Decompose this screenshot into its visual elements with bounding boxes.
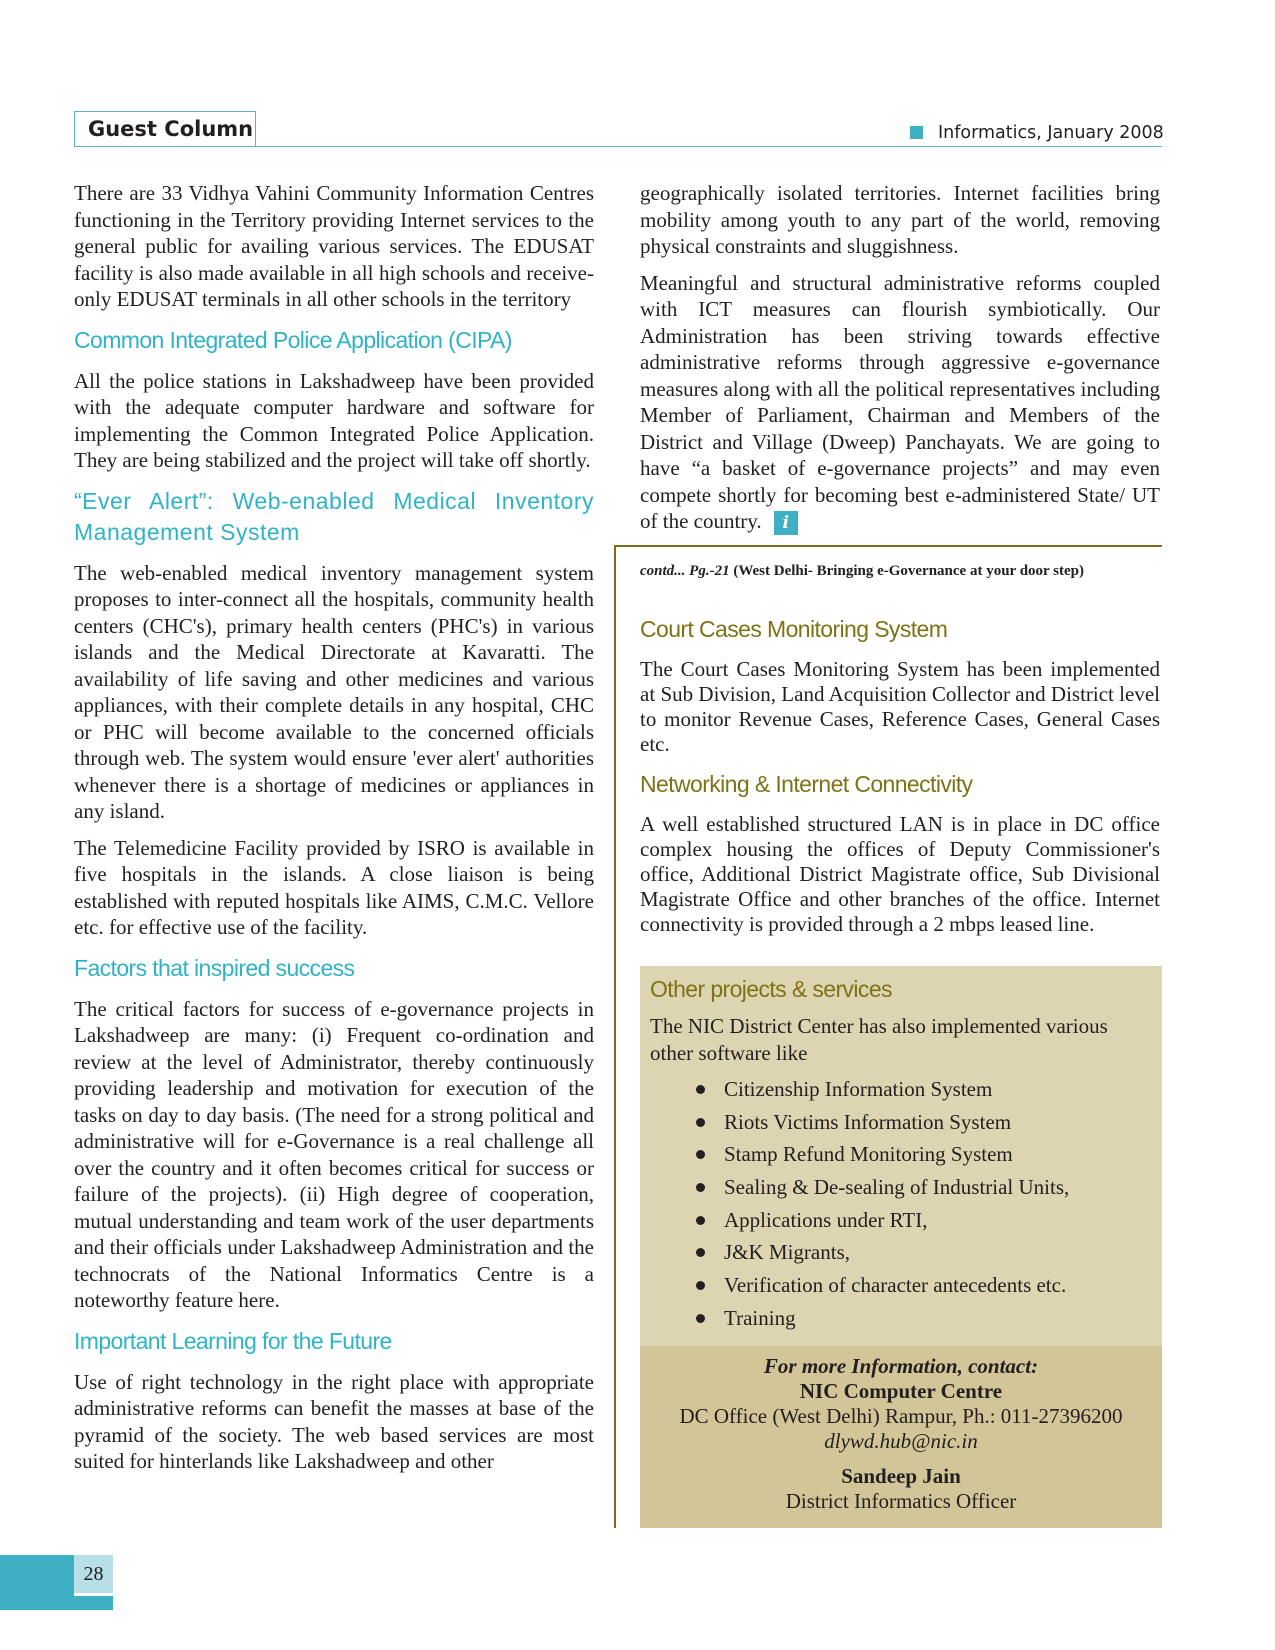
list-item (690, 1204, 1152, 1237)
bullet-icon (696, 1216, 705, 1225)
sidebar-article (640, 602, 1160, 947)
bullet-icon (696, 1118, 705, 1127)
ever-alert-heading: “Ever Alert”: Web-enabled Medical Inventory Management System (74, 487, 594, 545)
reforms-paragraph (640, 270, 1160, 536)
cipa-heading: Common Integrated Police Application (CIPA) (74, 326, 512, 353)
list-item-label: Applications under RTI, (724, 1207, 928, 1232)
bullet-icon (696, 1314, 705, 1323)
continuation-paragraph: geographically isolated territories. Internet facilities bring mobility among youth to any part of the world, removing physical constraints and sluggishness. (640, 181, 1160, 258)
intro-paragraph: There are 33 Vidhya Vahini Community Information Centres functioning in the Territory providing Internet services to the general public for availing various services. The EDUSAT facility is also made available in all high schools and receive-only EDUSAT terminals in all other schools in the territory (74, 181, 594, 311)
footer-color-strip (74, 1596, 113, 1610)
contact-name: Sandeep Jain (841, 1464, 961, 1488)
contact-address: DC Office (West Delhi) Rampur, Ph.: 011-27396200 (679, 1404, 1123, 1428)
bullet-icon (696, 1085, 705, 1094)
list-item-label: Verification of character antecedents etc. (724, 1273, 1067, 1298)
info-icon: i (774, 511, 798, 535)
court-paragraph: The Court Cases Monitoring System has been implemented at Sub Division, Land Acquisition Collector and District level to monitor Revenue Cases, Reference Cases, General Cases etc. (640, 657, 1160, 756)
continued-page-ref: contd... Pg.-21 (640, 563, 730, 579)
page-number: 28 (74, 1555, 113, 1593)
list-item (690, 1171, 1152, 1204)
right-column (640, 180, 1160, 545)
list-item-label: Training (724, 1305, 796, 1330)
learning-heading: Important Learning for the Future (74, 1327, 392, 1354)
list-item-label: Riots Victims Information System (724, 1109, 1012, 1134)
list-item (690, 1236, 1152, 1269)
sidebar-top-rule (614, 545, 1162, 547)
list-item-label: Sealing & De-sealing of Industrial Units, (724, 1175, 1070, 1200)
bullet-icon (696, 1281, 705, 1290)
list-item (690, 1138, 1152, 1171)
list-item-label: Stamp Refund Monitoring System (724, 1142, 1013, 1167)
list-item (690, 1073, 1152, 1106)
continued-title: (West Delhi- Bringing e-Governance at your door step) (733, 563, 1084, 579)
factors-heading: Factors that inspired success (74, 954, 355, 981)
contact-role: District Informatics Officer (785, 1489, 1017, 1513)
network-paragraph: A well established structured LAN is in place in DC office complex housing the offices of Deputy Commissioner's office, Additional District Magistrate office, Sub Divisional Magistrate Office and other branches of the office. Internet connectivity is provided through a 2 mbps leased line. (640, 812, 1160, 936)
header-rule (256, 146, 1162, 147)
footer-color-bar (0, 1555, 74, 1610)
ever-alert-paragraph: The web-enabled medical inventory management system proposes to inter-connect all the hospitals, community health centers (CHC's), primary health centers (PHC's) in various islands and the Medical Directorate at Kavaratti. The availability of life saving and other medicines and various appliances, with their complete details in any hospital, CHC or PHC will become available to the concerned officials through web. The system would ensure 'ever alert' authorities whenever there is a shortage of medicines or appliances in any island. (74, 560, 594, 823)
issue-label: Informatics, January 2008 (938, 123, 1164, 143)
left-column (74, 180, 594, 1485)
other-heading: Other projects & services (650, 976, 892, 1002)
contact-box (640, 1346, 1162, 1528)
bullet-icon (696, 1248, 705, 1257)
network-heading: Networking & Internet Connectivity (640, 771, 973, 797)
section-label: Guest Column (74, 111, 256, 147)
court-heading: Court Cases Monitoring System (640, 616, 948, 642)
learning-paragraph: Use of right technology in the right place with appropriate administrative reforms can benefit the masses at base of the pyramid of the society. The web based services are most suited for hinterlands like Lakshadweep and other (74, 1369, 594, 1473)
bullet-icon (696, 1183, 705, 1192)
contact-spacer (640, 1454, 1162, 1464)
reforms-text: Meaningful and structural administrative reforms coupled with ICT measures can flourish symbiotically. Our Administration has been striving towards effective administrative reforms through aggressive e-governance measures along with all the political representatives including Member of Parliament, Chairman and Members of the District and Village (Dweep) Panchayats. We are going to have “a basket of e-governance projects” and may even compete shortly for becoming best e-administered State/ UT of the country. (640, 270, 1160, 533)
header-square-marker (910, 126, 923, 139)
factors-paragraph: The critical factors for success of e-governance projects in Lakshadweep are many: (i) Frequent co-ordination and review at the level of Administrator, thereby continuously providing leadership and motivation for execution of the tasks on day to day basis. (The need for a strong political and administrative will for e-Governance is a real challenge all over the country and it often becomes critical for success or failure of the projects). (ii) High degree of cooperation, mutual understanding and team work of the user departments and their officials under Lakshadweep Administration and the technocrats of the National Informatics Centre is a noteworthy feature here. (74, 996, 594, 1312)
list-item (690, 1302, 1152, 1335)
contact-email[interactable]: dlywd.hub@nic.in (824, 1429, 978, 1453)
contact-lead: For more Information, contact: (763, 1354, 1039, 1378)
list-item (690, 1106, 1152, 1139)
other-intro: The NIC District Center has also implemented various other software like (650, 1014, 1108, 1065)
list-item-label: Citizenship Information System (724, 1077, 993, 1101)
continued-note (640, 561, 1162, 581)
cipa-paragraph: All the police stations in Lakshadweep have been provided with the adequate computer hardware and software for implementing the Common Integrated Police Application. They are being stabilized and the project will take off shortly. (74, 368, 594, 472)
sidebar-left-rule (614, 546, 616, 1528)
telemedicine-paragraph: The Telemedicine Facility provided by ISRO is available in five hospitals in the islands. A close liaison is being established with reputed hospitals like AIMS, C.M.C. Vellore etc. for effective use of the facility. (74, 835, 594, 939)
list-item (690, 1269, 1152, 1302)
bullet-icon (696, 1150, 705, 1159)
other-projects-list (650, 1073, 1152, 1335)
list-item-label: J&K Migrants, (724, 1240, 850, 1265)
contact-org: NIC Computer Centre (799, 1379, 1003, 1403)
